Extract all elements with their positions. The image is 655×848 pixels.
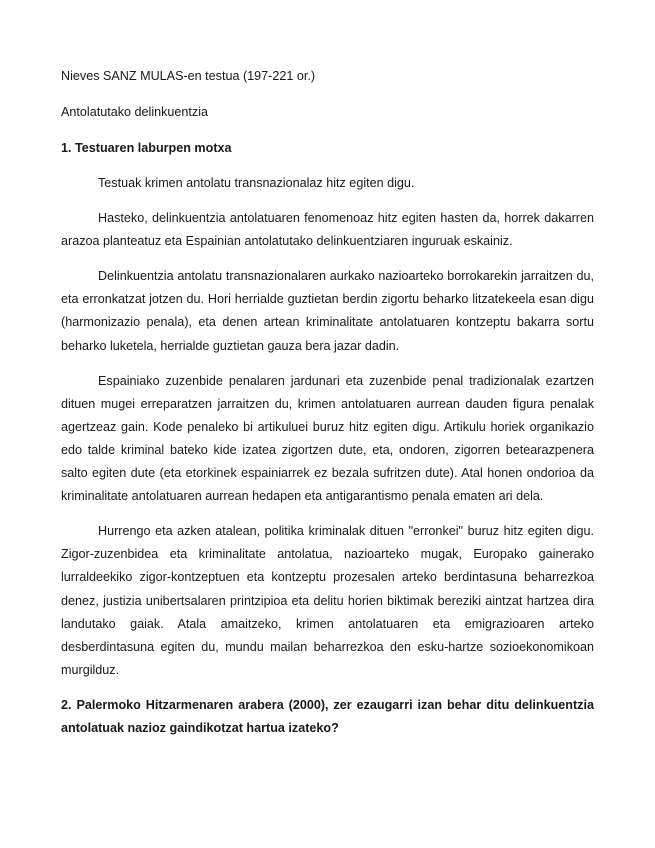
paragraph-international-fight: Delinkuentzia antolatu transnazionalaren aurkako nazioarteko borrokarekin jarraitzen du, eta erronkatzat jotzen du. Hori herrialde guztietan berdin zigortu beharko litzatekeela esan digu (harmonizazio penala), eta denen artean kriminalitate antolatuaren kontzeptu bakarra sortu beharko luketela, herrialde guztietan gauza bera jazar dadin. [61,269,594,353]
section-1-heading: 1. Testuaren laburpen motxa [61,141,232,155]
paragraph-intro: Testuak krimen antolatu transnazionalaz hitz egiten digu. [98,176,415,190]
topic-line: Antolatutako delinkuentzia [61,105,209,119]
section-2-heading: 2. Palermoko Hitzarmenaren arabera (2000), zer ezaugarri izan behar ditu delinkuentzia antolatuak nazioz gaindikotzat hartua izateko? [61,697,594,736]
paragraph-beginning: Hasteko, delinkuentzia antolatuaren fenomenoaz hitz egiten hasten da, horrek dakarren arazoa planteatuz eta Espainian antolatutako delinkuentziaren inguruak eskainiz. [61,211,594,249]
paragraph-spanish-criminal-law: Espainiako zuzenbide penalaren jardunari eta zuzenbide penal tradizionalak ezartzen dituen mugei erreparatzen jarraitzen du, krimen antolatuaren aurrean dauden figura penalak agertzeaz gain. Kode penaleko bi artikuluei buruz hitz egiten digu. Artikulu horiek organikazio edo talde kriminal bateko kide izatea zigortzen dute, eta, ondoren, zigorren betearazpenera salto egiten dute (eta etorkinek espainiarrek ez bezala sufritzen dute). Atal honen ondorioa da kriminalitate antolatuaren aurrean hedapen eta antigarantismo penala ematen ari dela. [61,373,594,504]
paragraph-criminal-policy: Hurrengo eta azken atalean, politika kriminalak dituen "erronkei" buruz hitz egiten digu. Zigor-zuzenbidea eta kriminalitate antolatua, nazioarteko mugak, Europako gainerako lurraldeekiko zigor-kontzeptuen eta kontzeptu prozesalen arteko berdintasuna beharrezkoa denez, justizia unibertsalaren printzipioa eta delitu horien biktimak bereziki aintzat hartzea dira landutako gaiak. Atala amaitzeko, krimen antolatuaren eta emigrazioaren arteko desberdintasuna egiten du, mundu mailan beharrezkoa den esku-hartze sozioekonomikoan murgilduz. [61,524,594,677]
source-line: Nieves SANZ MULAS-en testua (197-221 or.) [61,69,316,83]
